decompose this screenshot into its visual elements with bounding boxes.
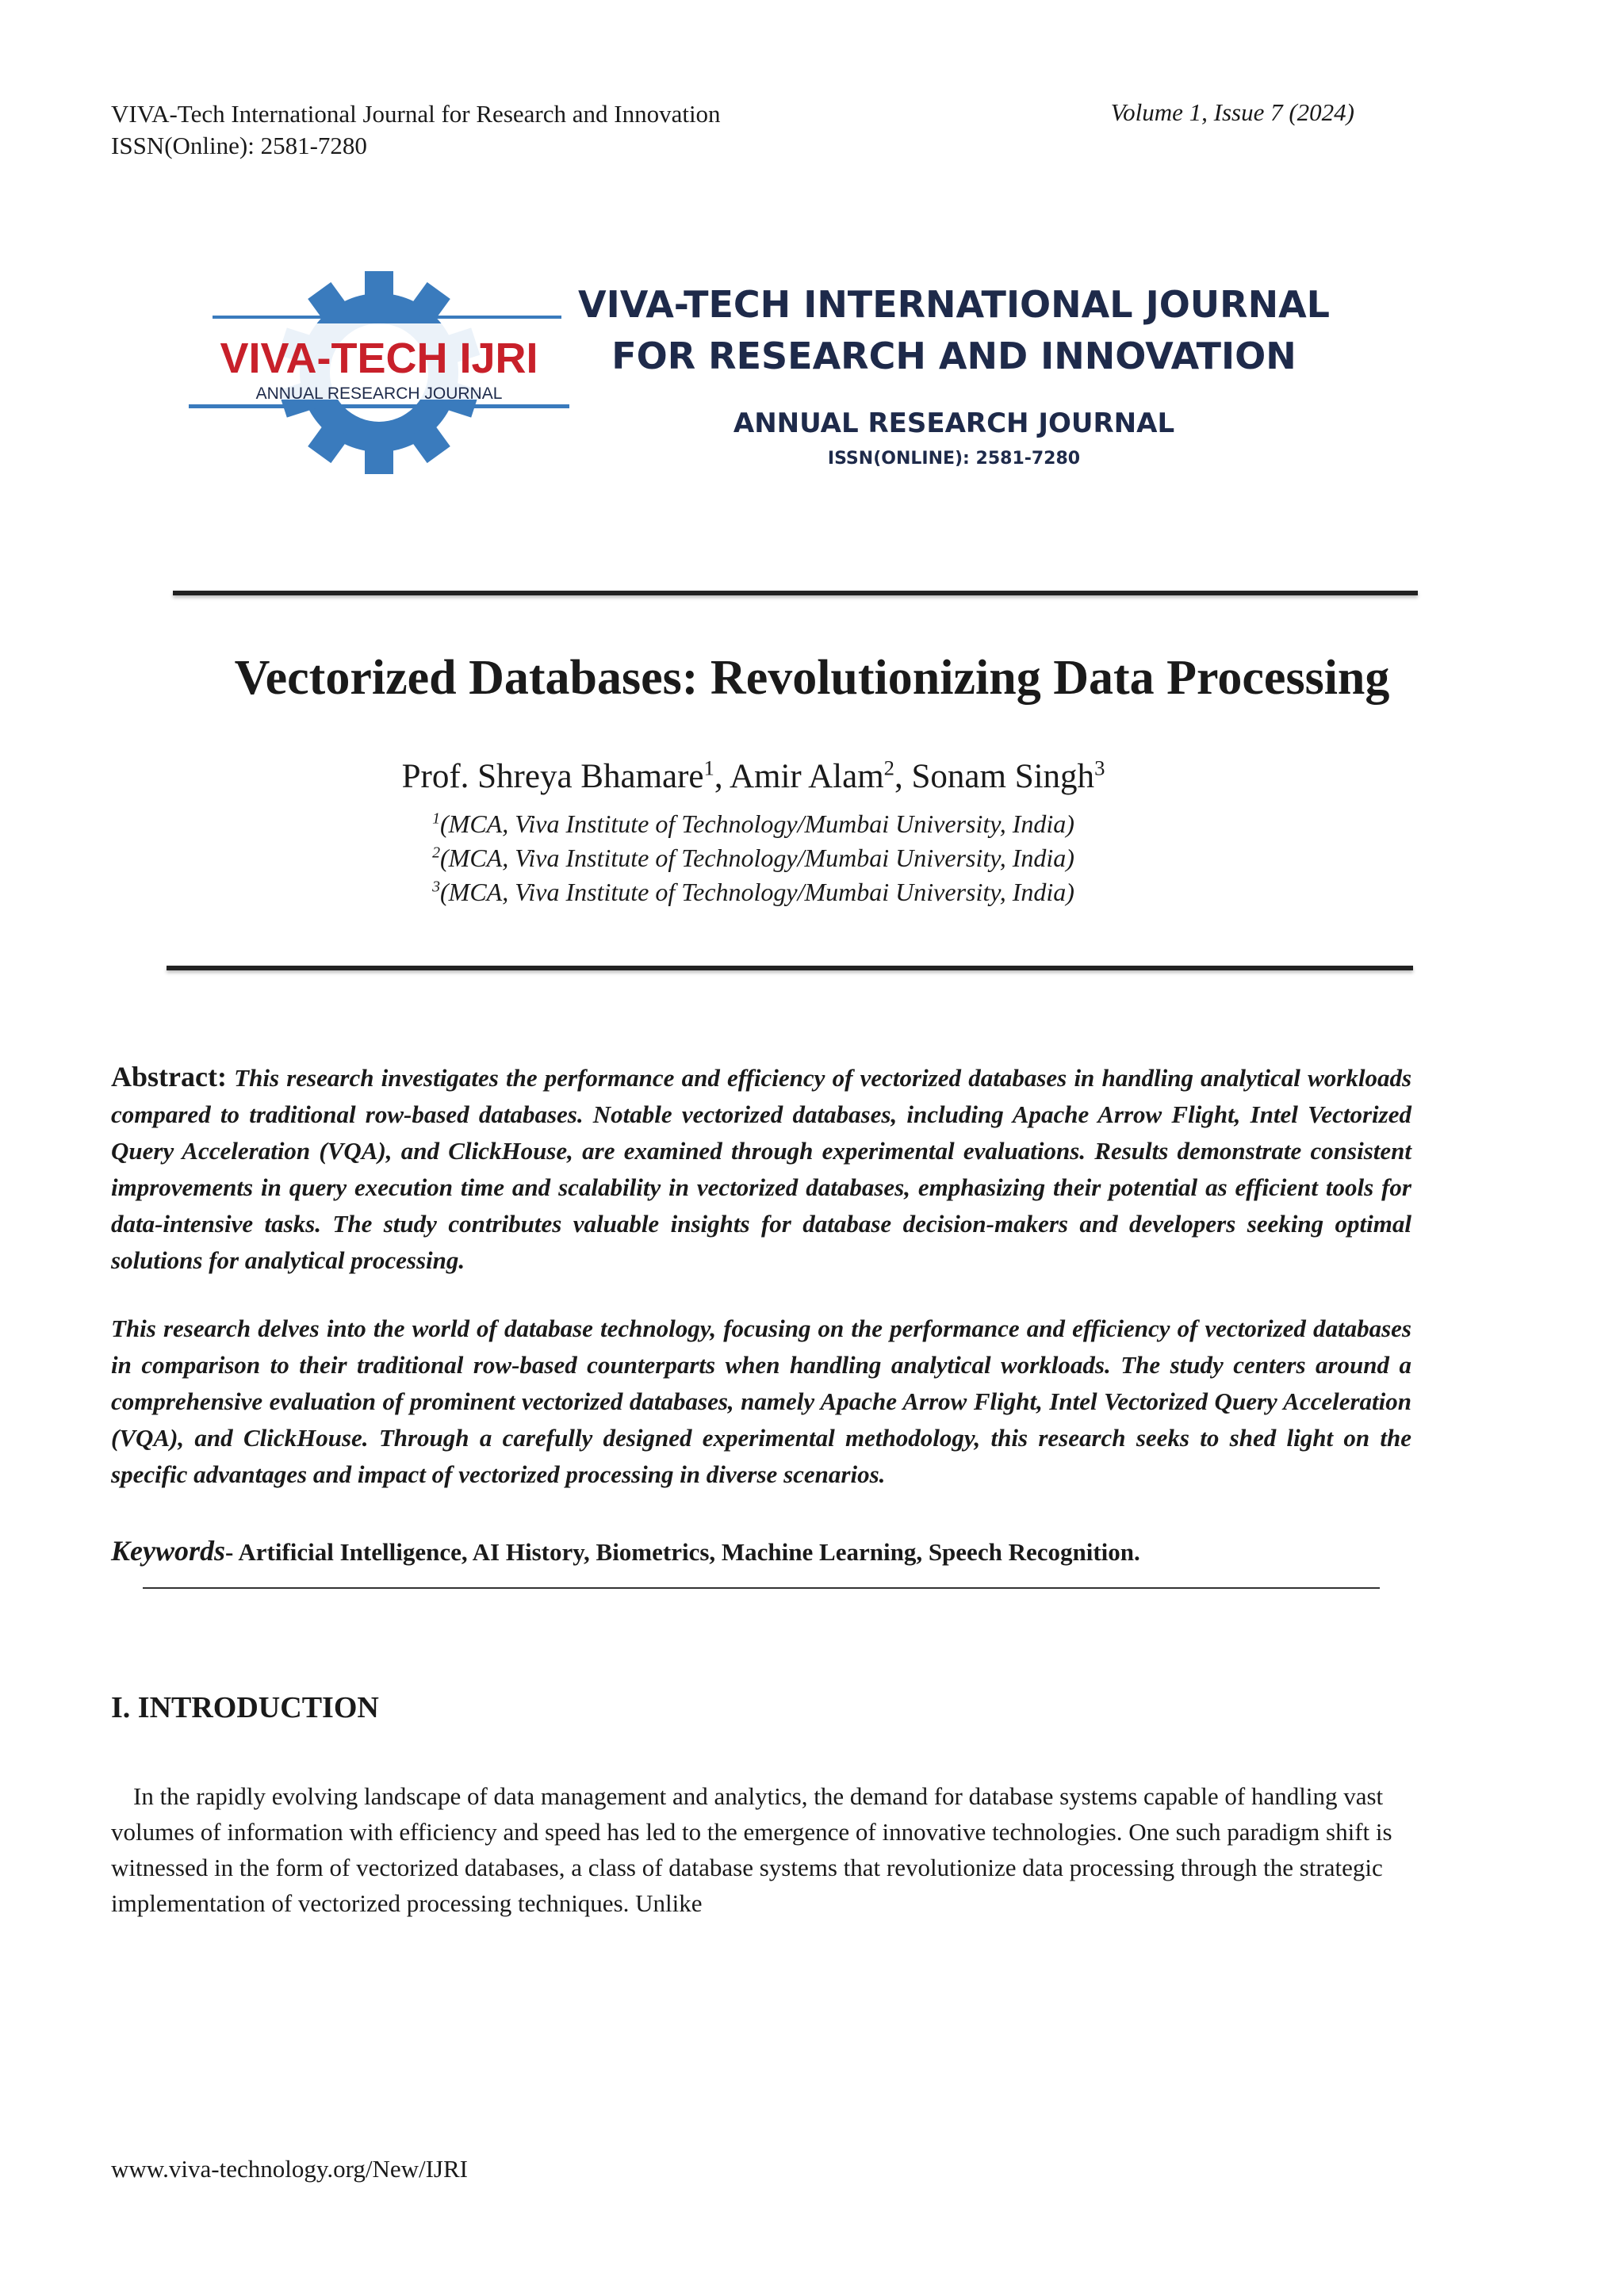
running-header-left (111, 98, 721, 162)
intro-paragraph: In the rapidly evolving landscape of data management and analytics, the demand for database systems capable of handling vast volumes of information with efficiency and speed has led to the emergence of innovative technologies. One such paradigm shift is witnessed in the form of vectorized databases, a class of database systems that revolutionize data processing through the strategic implementation of vectorized processing techniques. Unlike (111, 1782, 1392, 1917)
top-rule (173, 591, 1418, 595)
logo-title-line1: VIVA-TECH INTERNATIONAL JOURNAL (578, 283, 1330, 326)
logo-title-line2: FOR RESEARCH AND INNOVATION (611, 335, 1297, 377)
keywords-line (111, 1534, 1140, 1567)
affiliation: $^1$(MCA, Viva Institute of Technology/Mumbai University, India) (432, 809, 1074, 838)
author-mark: 1 (703, 756, 714, 780)
abstract-text: This research investigates the performance and efficiency of vectorized databases in handling analytical workloads compared to traditional row-based databases. Notable vectorized databases, including Apache Arrow Flight, Intel Vectorized Query Acceleration (VQA), and ClickHouse, are examined through experimental evaluations. Results demonstrate consistent improvements in query execution time and scalability in vectorized databases, emphasizing their potential as efficient tools for data-intensive tasks. The study contributes valuable insights for database decision-makers and developers seeking optimal solutions for analytical processing. (111, 1064, 1412, 1274)
author-list: Prof. Shreya Bhamare$^1$, Amir Alam$^2$, Sonam Singh$^3$ (401, 756, 1105, 795)
keywords-rule (143, 1587, 1380, 1589)
section-heading: I. INTRODUCTION (111, 1691, 379, 1724)
abstract-paragraph-2: This research delves into the world of database technology, focusing on the performance and efficiency of vectorized databases in comparison to their traditional row-based counterparts when handling analytical workloads. The study centers around a comprehensive evaluation of prominent vectorized databases, namely Apache Arrow Flight, Intel Vectorized Query Acceleration (VQA), and ClickHouse. Through a carefully designed experimental methodology, this research seeks to shed light on the specific advantages and impact of vectorized processing in diverse scenarios. (111, 1314, 1411, 1488)
volume-issue: Volume 1, Issue 7 (2024) (1110, 98, 1354, 126)
bottom-rule (167, 966, 1413, 970)
journal-logo (189, 270, 1378, 476)
journal-name: VIVA-Tech International Journal for Research and Innovation (111, 100, 721, 128)
keywords-label: Keywords (111, 1535, 225, 1567)
author-name: Amir Alam (729, 758, 884, 795)
logo-swoosh (189, 404, 569, 408)
logo-badge-subtext: ANNUAL RESEARCH JOURNAL (255, 385, 503, 403)
affiliation-list (0, 807, 1507, 909)
logo-badge-text: VIVA-TECH IJRI (220, 335, 538, 382)
author-mark: 3 (1094, 756, 1105, 780)
journal-issn: ISSN(Online): 2581-7280 (111, 132, 367, 159)
affiliation: $^3$(MCA, Viva Institute of Technology/Mumbai University, India) (432, 878, 1074, 906)
author-mark: 2 (883, 756, 894, 780)
abstract-paragraph-1 (111, 1058, 1411, 1279)
logo-issn: ISSN(ONLINE): 2581-7280 (827, 449, 1081, 469)
footer-url: www.viva-technology.org/New/IJRI (111, 2155, 468, 2183)
abstract-label: Abstract: (111, 1061, 227, 1093)
author-name: Prof. Shreya Bhamare (401, 758, 704, 795)
affiliation: $^2$(MCA, Viva Institute of Technology/Mumbai University, India) (432, 844, 1074, 872)
logo-swoosh-top (213, 316, 561, 319)
paper-title: Vectorized Databases: Revolutionizing Data Processing (234, 651, 1390, 705)
author-name: Sonam Singh (911, 758, 1095, 795)
logo-subtitle: ANNUAL RESEARCH JOURNAL (733, 408, 1175, 439)
keywords-text: - Artificial Intelligence, AI History, Biometrics, Machine Learning, Speech Recognition. (225, 1538, 1140, 1566)
